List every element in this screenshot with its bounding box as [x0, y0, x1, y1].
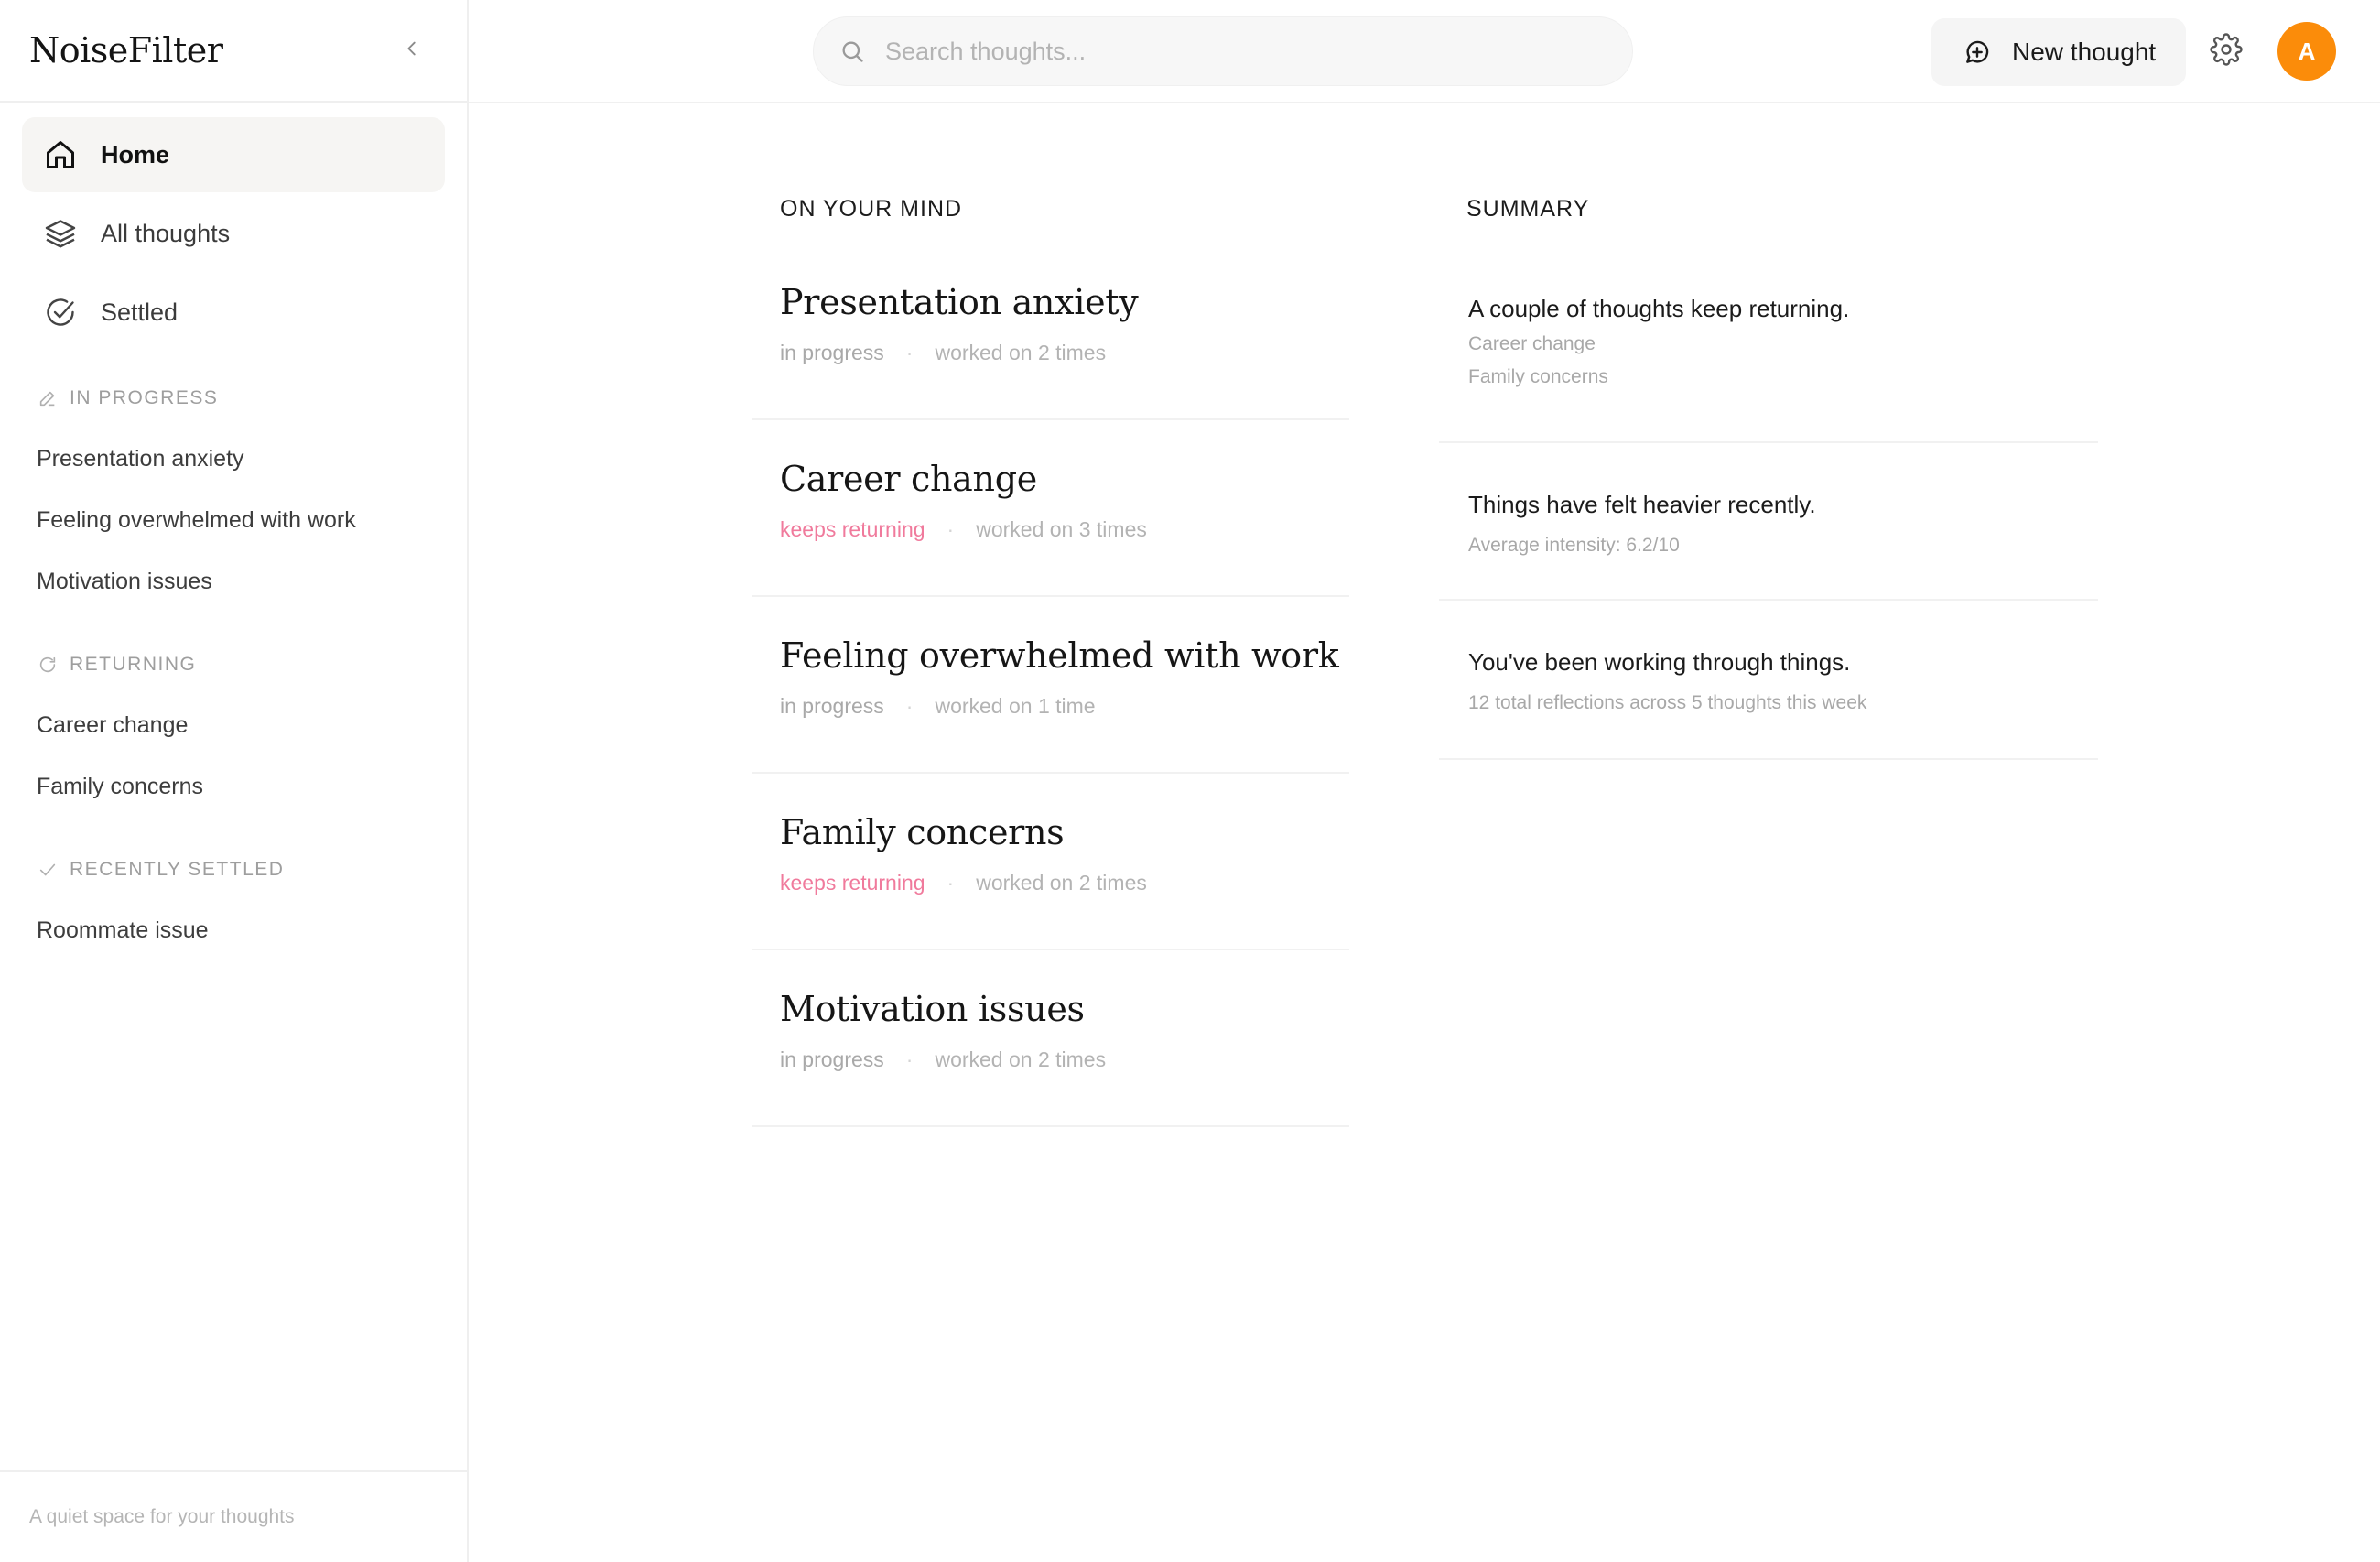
meta-separator: ·: [947, 871, 955, 895]
summary-card: [1439, 601, 2098, 760]
sidebar-item-family-concerns[interactable]: Family concerns: [37, 774, 203, 799]
section-title: IN PROGRESS: [70, 387, 219, 408]
section-returning: [0, 651, 467, 818]
search-bar[interactable]: [813, 16, 1633, 86]
thought-title: Motivation issues: [780, 989, 1085, 1029]
summary-headline: You've been working through things.: [1468, 648, 1851, 676]
nav-label-home: Home: [101, 140, 170, 168]
check-circle-icon: [42, 294, 79, 331]
summary-detail: Career change: [1468, 333, 1596, 354]
brand-row: [0, 0, 467, 103]
chat-plus-icon: [1961, 36, 1994, 69]
summary-headline: Things have felt heavier recently.: [1468, 491, 1816, 518]
thought-title: Family concerns: [780, 812, 1065, 852]
thought-work-count: worked on 2 times: [976, 871, 1147, 895]
thought-card[interactable]: [752, 244, 1349, 420]
home-icon: [42, 136, 79, 173]
search-input[interactable]: [885, 38, 1581, 66]
new-thought-button[interactable]: [1931, 18, 2186, 86]
section-heading: [37, 856, 467, 884]
nav-label-all-thoughts: All thoughts: [101, 219, 231, 247]
thought-meta: [780, 871, 1349, 895]
section-title: RECENTLY SETTLED: [70, 859, 285, 880]
avatar[interactable]: A: [2277, 22, 2336, 81]
section-recently-settled: [0, 856, 467, 961]
thought-title: Career change: [780, 459, 1037, 499]
thought-status: in progress: [780, 341, 884, 364]
sidebar-item-feeling-overwhelmed[interactable]: Feeling overwhelmed with work: [37, 507, 356, 533]
meta-separator: ·: [905, 694, 914, 718]
thought-status: in progress: [780, 694, 884, 718]
main-nav: [0, 103, 467, 350]
sidebar-tagline: A quiet space for your thoughts: [0, 1470, 467, 1562]
summary-detail: Average intensity: 6.2/10: [1468, 535, 1680, 556]
nav-item-all-thoughts[interactable]: [22, 196, 445, 271]
sidebar-item-presentation-anxiety[interactable]: Presentation anxiety: [37, 446, 244, 472]
summary-panel: [1439, 179, 2098, 760]
thought-status: in progress: [780, 1047, 884, 1071]
section-heading: [37, 385, 467, 412]
thought-meta: [780, 517, 1349, 542]
search-icon: [838, 37, 867, 66]
summary-detail: 12 total reflections across 5 thoughts this week: [1468, 692, 1867, 713]
app-logo: NoiseFilter: [29, 30, 223, 71]
thought-title: Presentation anxiety: [780, 282, 1139, 322]
thought-work-count: worked on 2 times: [935, 1047, 1107, 1071]
thought-work-count: worked on 3 times: [976, 517, 1147, 541]
summary-title: SUMMARY: [1466, 196, 1590, 222]
thought-card[interactable]: [752, 950, 1349, 1127]
on-your-mind-panel: [752, 179, 1349, 1127]
thought-title: Feeling overwhelmed with work: [780, 635, 1339, 676]
nav-item-settled[interactable]: [22, 275, 445, 350]
settings-button[interactable]: [2208, 33, 2245, 70]
sidebar: [0, 0, 469, 1562]
sidebar-item-career-change[interactable]: Career change: [37, 712, 189, 738]
nav-item-home[interactable]: [22, 117, 445, 192]
on-your-mind-title: ON YOUR MIND: [780, 196, 963, 222]
thought-work-count: worked on 1 time: [935, 694, 1096, 718]
meta-separator: ·: [947, 517, 955, 541]
summary-headline: A couple of thoughts keep returning.: [1468, 295, 1850, 322]
pencil-icon: [37, 387, 59, 409]
thought-meta: [780, 341, 1349, 365]
sidebar-item-roommate-issue[interactable]: Roommate issue: [37, 917, 209, 943]
refresh-icon: [37, 654, 59, 676]
nav-label-settled: Settled: [101, 298, 178, 326]
meta-separator: ·: [905, 1047, 914, 1071]
gear-icon: [2210, 33, 2243, 71]
summary-detail: Family concerns: [1468, 366, 1608, 387]
section-heading: [37, 651, 467, 678]
section-title: RETURNING: [70, 654, 197, 675]
thought-meta: [780, 1047, 1349, 1072]
top-bar: [469, 0, 2380, 103]
thought-card[interactable]: [752, 774, 1349, 950]
section-in-progress: [0, 385, 467, 613]
summary-card: [1439, 443, 2098, 601]
chevron-left-icon: [402, 38, 422, 63]
thought-meta: [780, 694, 1349, 719]
meta-separator: ·: [905, 341, 914, 364]
summary-card: [1439, 244, 2098, 443]
thought-card[interactable]: [752, 420, 1349, 597]
sidebar-item-motivation-issues[interactable]: Motivation issues: [37, 569, 212, 594]
thought-card[interactable]: [752, 597, 1349, 774]
check-icon: [37, 859, 59, 881]
thought-status: keeps returning: [780, 517, 925, 541]
collapse-sidebar-button[interactable]: [395, 34, 428, 67]
thought-status: keeps returning: [780, 871, 925, 895]
thought-work-count: worked on 2 times: [935, 341, 1107, 364]
layers-icon: [42, 215, 79, 252]
new-thought-label: New thought: [2012, 38, 2157, 66]
